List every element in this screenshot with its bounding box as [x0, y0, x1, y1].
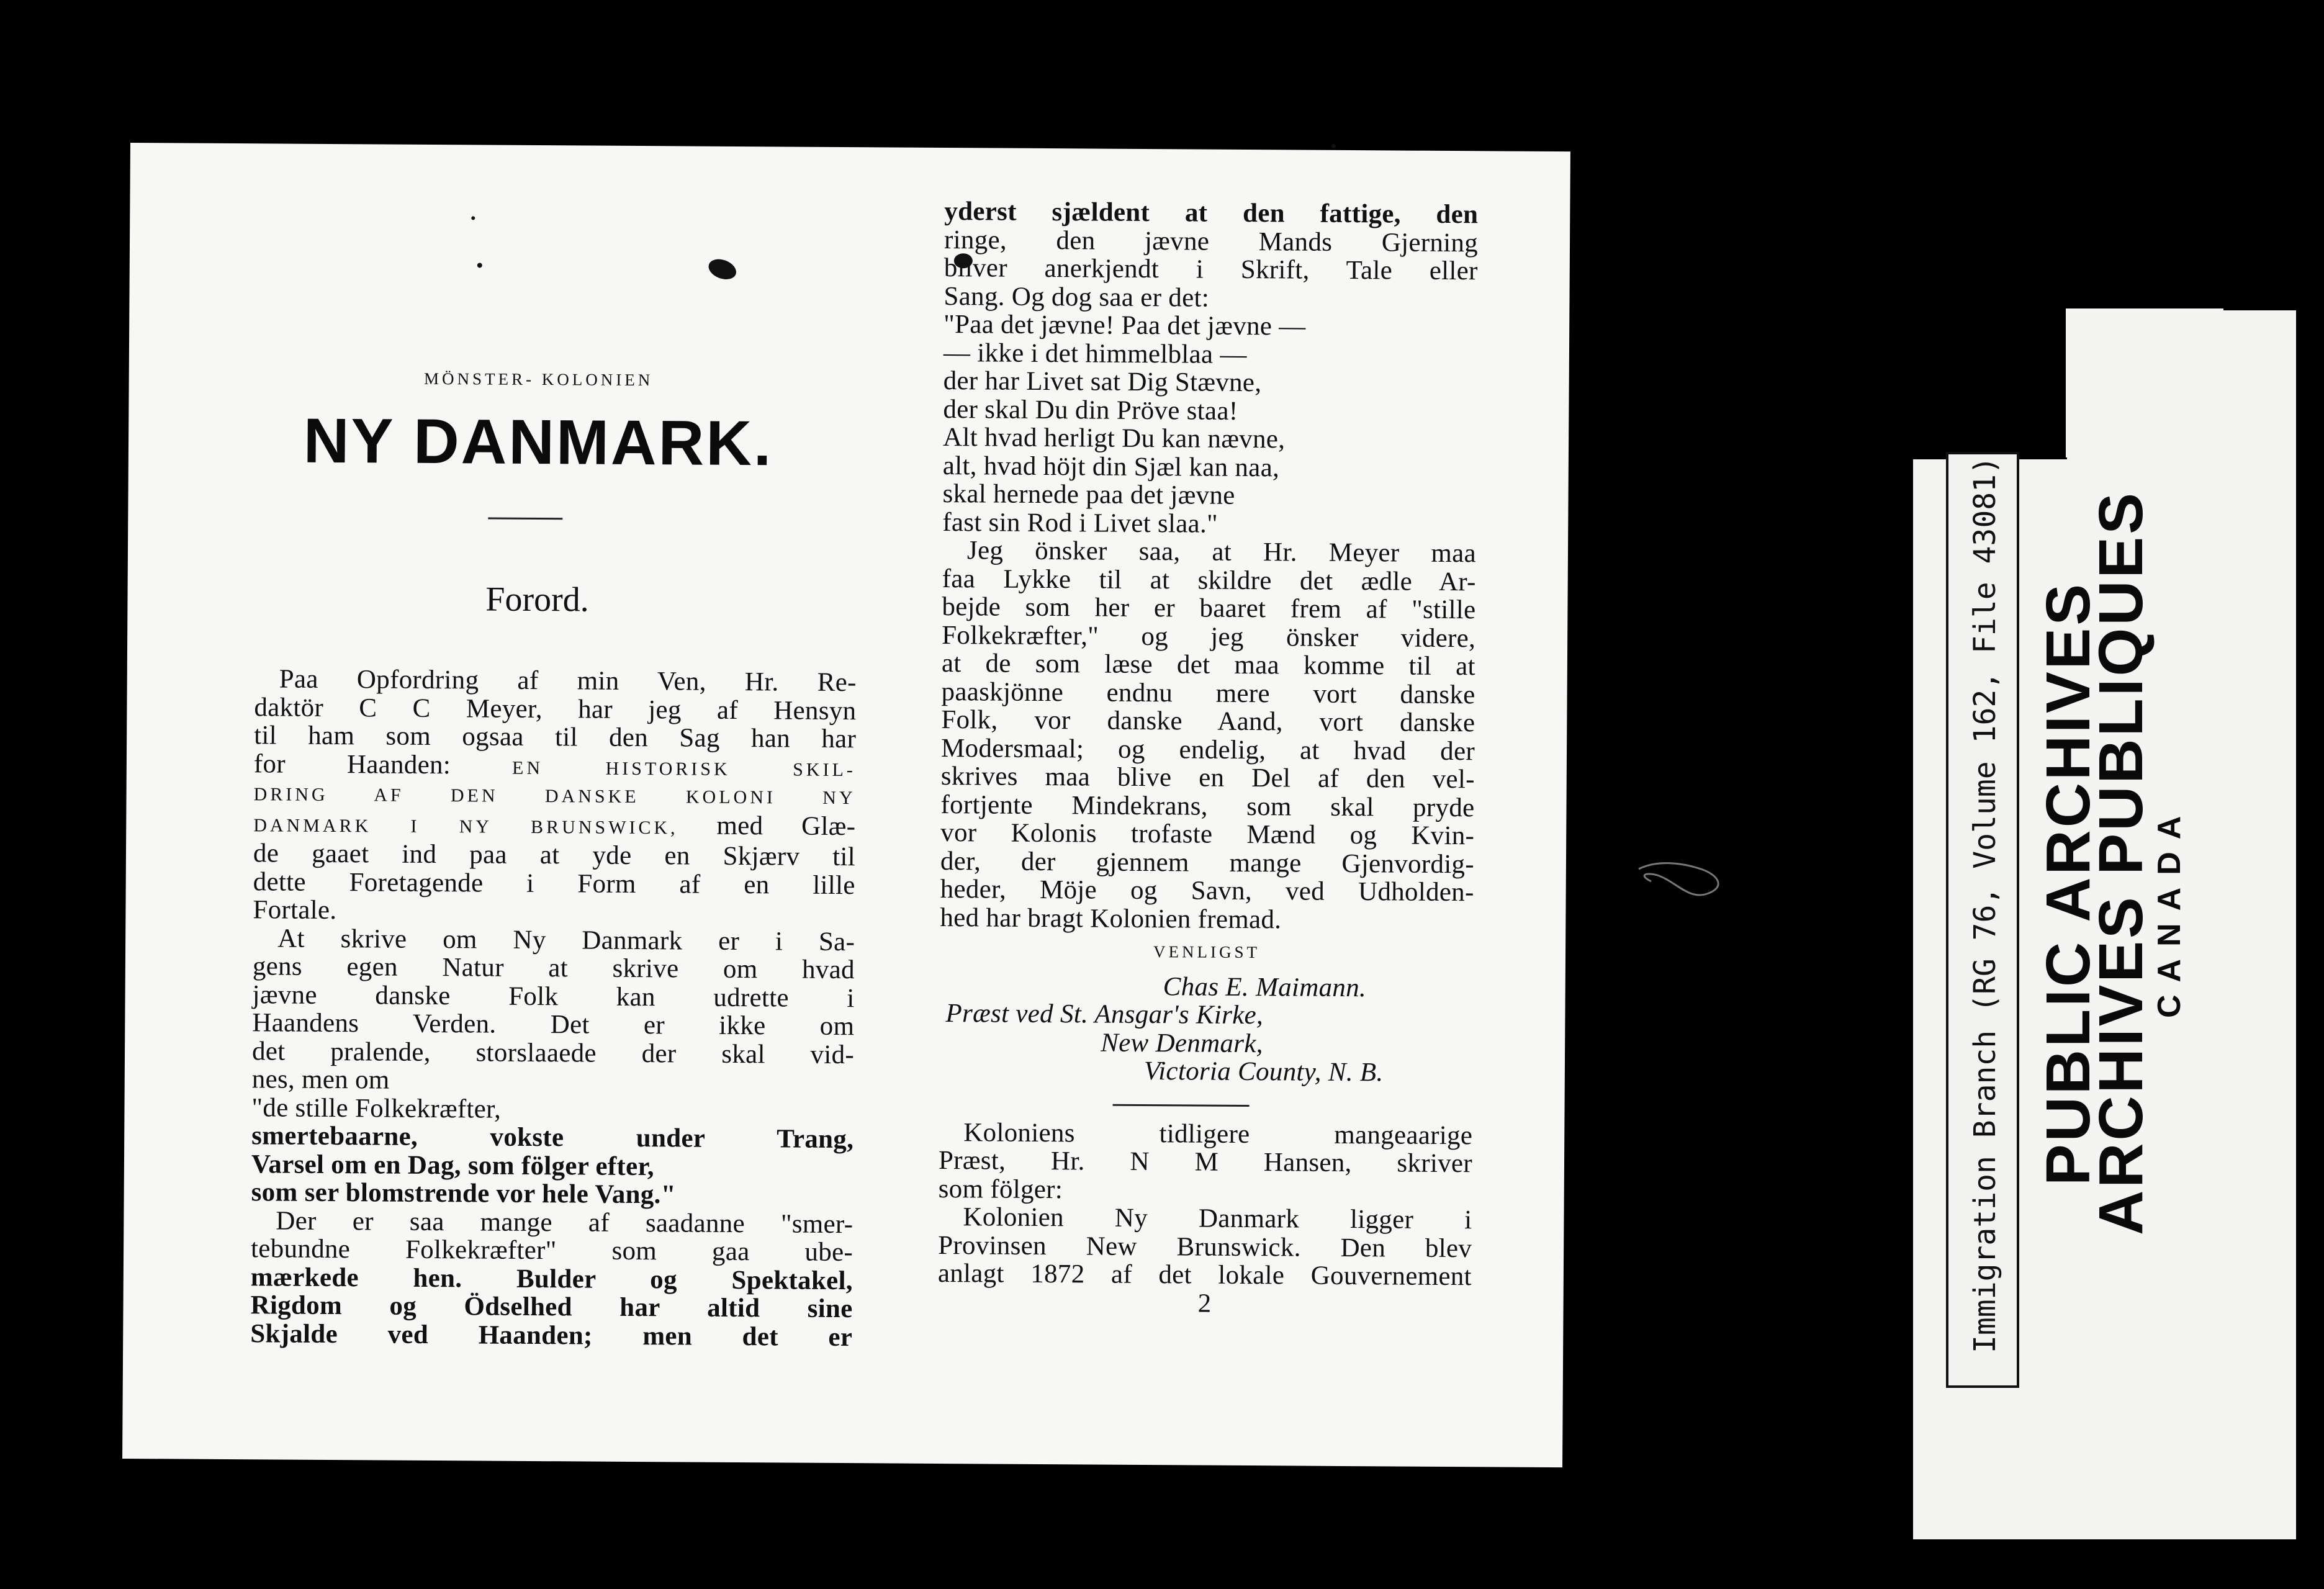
text-line: Modersmaal; og endelig, at hvad der — [940, 733, 1475, 766]
poem-line: Varsel om en Dag, som fölger efter, — [251, 1149, 655, 1181]
poem-line: skal hernede paa det jævne — [942, 479, 1235, 510]
text-line: Koloniens tidligere mangeaarige — [963, 1117, 1473, 1150]
label-notch — [1913, 310, 2067, 459]
text-line: Præst, Hr. N M Hansen, skriver — [938, 1145, 1473, 1179]
text-line: Fortale. — [253, 895, 337, 925]
poem-line: Alt hvad herligt Du kan nævne, — [942, 423, 1286, 454]
text-line: Folk, vor danske Aand, vort danske — [941, 704, 1475, 738]
archive-name-en: PUBLIC ARCHIVES — [2034, 581, 2103, 1186]
section-divider — [1113, 1104, 1250, 1106]
text-line: det pralende, storslaaede der skal vid- — [251, 1036, 855, 1069]
poem-line: der har Livet sat Dig Stævne, — [943, 366, 1262, 398]
ink-speck — [1331, 144, 1336, 148]
small-caps-span: EN HISTORISK SKIL- — [512, 757, 856, 780]
text-line: hed har bragt Kolonien fremad. — [940, 903, 1282, 934]
text-line: Haandens Verden. Det er ikke om — [252, 1008, 855, 1042]
text-line: der, der gjennem mange Gjenvordig- — [940, 846, 1475, 879]
poem-line: alt, hvad höjt din Sjæl kan naa, — [942, 451, 1280, 482]
series-kicker: MÖNSTER- KOLONIEN — [423, 369, 654, 390]
text-line: vor Kolonis trofaste Mænd og Kvin- — [940, 817, 1475, 851]
text-line — [253, 809, 855, 843]
signature-place: New Denmark, — [1101, 1028, 1263, 1058]
text-line: Skjalde ved Haanden; men det er — [250, 1318, 853, 1352]
text-line: Jeg önsker saa, at Hr. Meyer maa — [966, 536, 1477, 569]
text-line: paaskjönne endnu mere vort danske — [941, 677, 1475, 709]
text-line: heder, Möje og Savn, ved Udholden- — [940, 874, 1474, 907]
text-line: at de som læse det maa komme til at — [941, 648, 1476, 682]
archive-country: CANADA — [2151, 803, 2187, 1018]
poem-line: som ser blomstrende vor hele Vang." — [251, 1177, 676, 1210]
poem-line: — ikke i det himmelblaa — — [943, 338, 1247, 369]
ink-speck — [477, 263, 482, 268]
title-divider — [488, 518, 562, 520]
scratch-mark — [1633, 857, 1732, 906]
text-line: ringe, den jævne Mands Gjerning — [944, 225, 1479, 258]
text-line: de gaaet ind paa at yde en Skjærv til — [253, 839, 856, 872]
text-line: Paa Opfordring af min Ven, Hr. Re- — [279, 664, 857, 698]
small-caps-span: DANMARK I NY BRUNSWICK, — [253, 814, 678, 838]
signature-title: Præst ved St. Ansgar's Kirke, — [945, 999, 1264, 1030]
text-line: gens egen Natur at skrive om hvad — [252, 952, 855, 985]
text-line: Kolonien Ny Danmark ligger i — [963, 1202, 1472, 1235]
signature-place: Victoria County, N. B. — [1143, 1056, 1384, 1087]
text-line: til ham som ogsaa til den Sag han har — [254, 721, 857, 754]
poem-line: "Paa det jævne! Paa det jævne — — [944, 310, 1306, 341]
text-line: yderst sjældent at den fattige, den — [944, 197, 1479, 230]
text-line: faa Lykke til at skildre det ædle Ar- — [942, 564, 1476, 596]
text-line: At skrive om Ny Danmark er i Sa- — [277, 923, 855, 957]
text-span: for Haanden: — [253, 749, 451, 780]
text-line: anlagt 1872 af det lokale Gouvernement — [937, 1258, 1472, 1292]
text-line: nes, men om — [251, 1065, 390, 1095]
text-line: bliver anerkjendt i Skrift, Tale eller — [944, 253, 1478, 286]
text-line: bejde som her er baaret frem af "stille — [942, 592, 1476, 625]
text-line: jævne danske Folk kan udrette i — [252, 979, 855, 1013]
poem-line: smertebaarne, vokste under Trang, — [251, 1121, 854, 1155]
archive-reference: Immigration Branch (RG 76, Volume 162, File 43081) — [1968, 456, 2002, 1353]
label-tab — [2066, 308, 2223, 457]
poem-line: der skal Du din Pröve staa! — [943, 394, 1238, 426]
archive-name-fr: ARCHIVES PUBLIQUES — [2086, 490, 2156, 1235]
section-heading: Forord. — [485, 580, 589, 619]
ink-speck — [471, 216, 475, 220]
text-line: Provinsen New Brunswick. Den blev — [938, 1230, 1472, 1263]
ink-blot — [706, 256, 739, 283]
closing: VENLIGST — [1153, 942, 1261, 962]
text-line: daktör C C Meyer, har jeg af Hensyn — [254, 692, 857, 726]
text-line: tebundne Folkekræfter" som gaa ube- — [250, 1234, 853, 1267]
text-line: Rigdom og Ödselhed har altid sine — [250, 1290, 853, 1324]
text-line: skrives maa blive en Del af den vel- — [940, 761, 1475, 794]
text-line: Der er saa mange af saadanne "smer- — [276, 1205, 853, 1239]
page-number: 2 — [1197, 1289, 1212, 1318]
right-page-text — [937, 197, 1478, 1319]
small-caps-line: DRING AF DEN DANSKE KOLONI NY — [253, 784, 856, 809]
text-line: dette Foretagende i Form af en lille — [253, 867, 855, 900]
poem-line: "de stille Folkekræfter, — [251, 1092, 502, 1124]
text-line: Sang. Og dog saa er det: — [944, 281, 1210, 313]
text-span: med Glæ- — [716, 811, 856, 841]
signature-name: Chas E. Maimann. — [1163, 971, 1367, 1002]
text-line: Folkekræfter," og jeg önsker videre, — [942, 620, 1476, 653]
text-line: mærkede hen. Bulder og Spektakel, — [250, 1262, 853, 1295]
page-title: NY DANMARK. — [303, 405, 773, 479]
poem-line: fast sin Rod i Livet slaa." — [942, 507, 1218, 539]
text-line — [254, 750, 856, 784]
text-line: som fölger: — [938, 1174, 1063, 1204]
text-line: fortjente Mindekrans, som skal pryde — [940, 790, 1475, 822]
left-page-text — [250, 665, 857, 1351]
newsletter-spread — [122, 143, 1570, 1467]
